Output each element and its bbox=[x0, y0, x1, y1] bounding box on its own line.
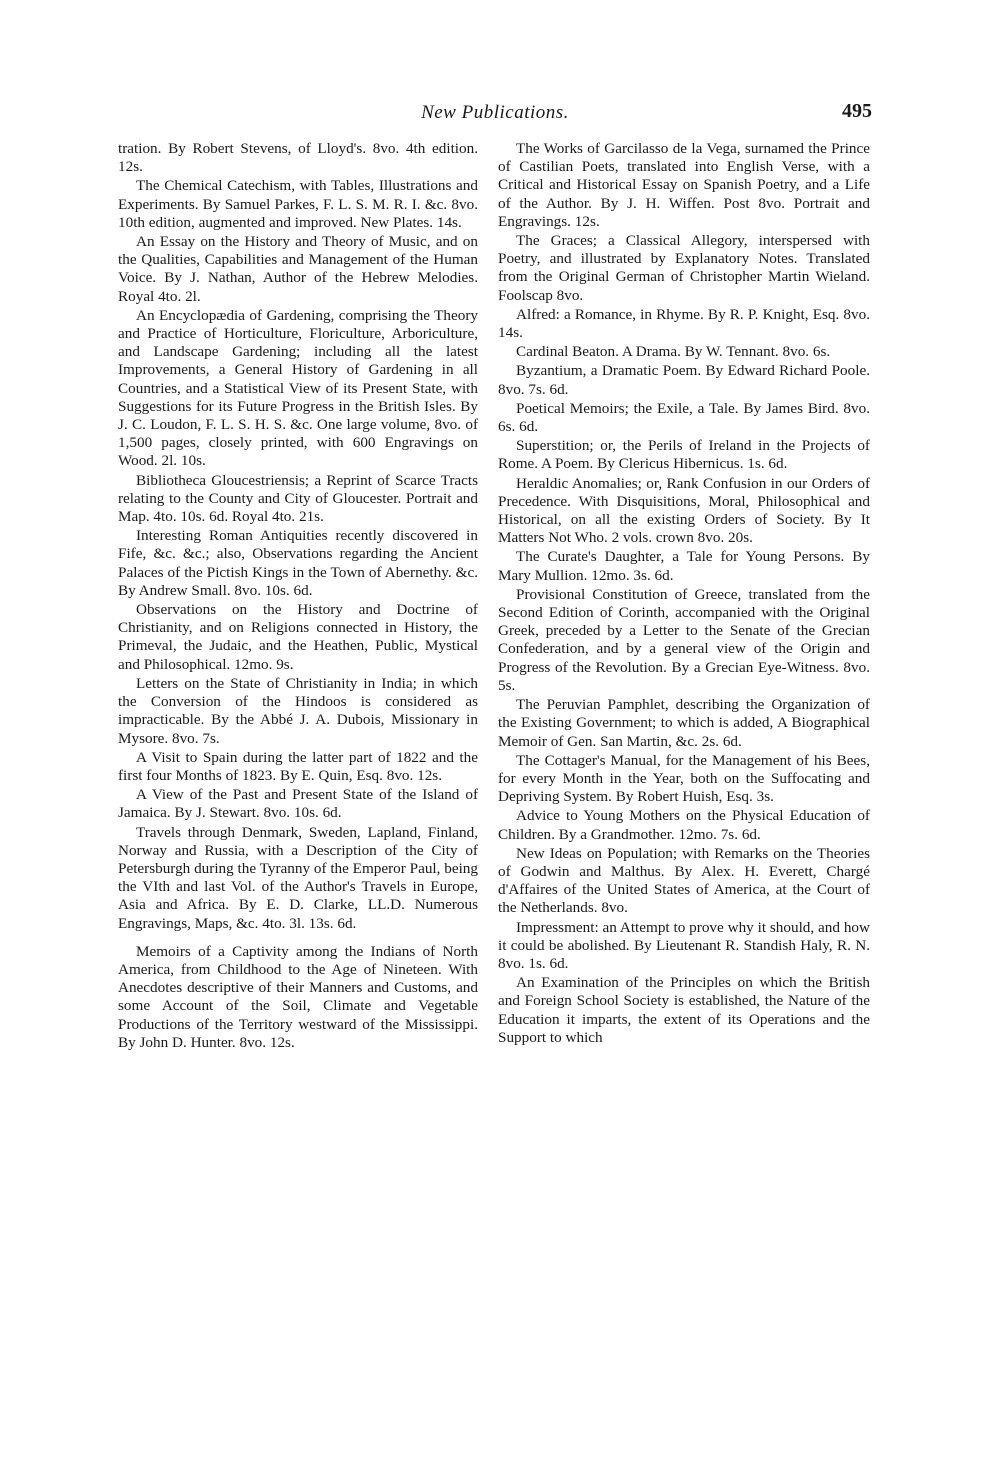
publication-entry: Memoirs of a Captivity among the Indians of North America, from Childhood to the Age of Nineteen. With Anecdotes descriptive of their Manners and Customs, and some Account of the Soil, Climate and Vegetable Productions of the Territory westward of the Mississippi. By John D. Hunter. 8vo. 12s. bbox=[118, 942, 478, 1051]
publication-entry: A View of the Past and Present State of the Island of Jamaica. By J. Stewart. 8vo. 10s. 6d. bbox=[118, 786, 478, 822]
publication-entry: Observations on the History and Doctrine of Christianity, and on Religions connected in History, the Primeval, the Judaic, and the Heathen, Public, Mystical and Philosophical. 12mo. 9s. bbox=[118, 601, 478, 673]
publication-entry: The Chemical Catechism, with Tables, Illustrations and Experiments. By Samuel Parkes, F. L. S. M. R. I. &c. 8vo. 10th edition, augmented and improved. New Plates. 14s. bbox=[118, 177, 478, 231]
publication-entry: Letters on the State of Christianity in India; in which the Conversion of the Hindoos is considered as impracticable. By the Abbé J. A. Dubois, Missionary in Mysore. 8vo. 7s. bbox=[118, 674, 478, 747]
publication-entry: Bibliotheca Gloucestriensis; a Reprint of Scarce Tracts relating to the County and City of Gloucester. Portrait and Map. 4to. 10s. 6d. Royal 4to. 21s. bbox=[118, 471, 478, 526]
publication-entry: An Essay on the History and Theory of Music, and on the Qualities, Capabilities and Management of the Human Voice. By J. Nathan, Author of the Hebrew Melodies. Royal 4to. 2l. bbox=[118, 233, 478, 305]
page-header bbox=[118, 100, 872, 128]
publication-entry: Byzantium, a Dramatic Poem. By Edward Richard Poole. 8vo. 7s. 6d. bbox=[498, 362, 870, 398]
publication-entry: Alfred: a Romance, in Rhyme. By R. P. Knight, Esq. 8vo. 14s. bbox=[498, 305, 870, 342]
page-number: 495 bbox=[842, 100, 872, 122]
publication-entry: tration. By Robert Stevens, of Lloyd's. 8vo. 4th edition. 12s. bbox=[118, 140, 478, 176]
publication-entry: Superstition; or, the Perils of Ireland in the Projects of Rome. A Poem. By Clericus Hibernicus. 1s. 6d. bbox=[498, 437, 870, 473]
publication-entry: Provisional Constitution of Greece, translated from the Second Edition of Corinth, accompanied with the Original Greek, preceded by a Letter to the Senate of the Grecian Confederation, and by a general view of the Origin and Progress of the Revolution. By a Grecian Eye-Witness. 8vo. 5s. bbox=[498, 585, 870, 694]
publication-entry: An Encyclopædia of Gardening, comprising the Theory and Practice of Horticulture, Floriculture, Arboriculture, and Landscape Gardening; including all the latest Improvements, a General History of Gardening in all Countries, and a Statistical View of its Present State, with Suggestions for its Future Progress in the British Isles. By J. C. Loudon, F. L. S. H. S. &c. One large volume, 8vo. of 1,500 pages, closely printed, with 600 Engravings on Wood. 2l. 10s. bbox=[118, 306, 478, 470]
publication-entry: New Ideas on Population; with Remarks on the Theories of Godwin and Malthus. By Alex. H. Everett, Chargé d'Affaires of the United States of America, at the Court of the Netherlands. 8vo. bbox=[498, 844, 870, 917]
publication-entry: The Cottager's Manual, for the Management of his Bees, for every Month in the Year, both on the Suffocating and Depriving System. By Robert Huish, Esq. 3s. bbox=[498, 751, 870, 806]
publication-entry: An Examination of the Principles on which the British and Foreign School Society is established, the Nature of the Education it imparts, the extent of its Operations and the Support to which bbox=[498, 974, 870, 1046]
publication-entry: Travels through Denmark, Sweden, Lapland, Finland, Norway and Russia, with a Description of the City of Petersburgh during the Tyranny of the Emperor Paul, being the VIth and last Vol. of the Author's Travels in Europe, Asia and Africa. By E. D. Clarke, LL.D. Numerous Engravings, Maps, &c. 4to. 3l. 13s. 6d. bbox=[118, 823, 478, 932]
left-column bbox=[118, 140, 478, 1053]
publication-entry: Heraldic Anomalies; or, Rank Confusion in our Orders of Precedence. With Disquisitions, Moral, Philosophical and Historical, on all the existing Orders of Society. By It Matters Not Who. 2 vols. crown 8vo. 20s. bbox=[498, 474, 870, 547]
running-title: New Publications. bbox=[421, 102, 569, 123]
publication-entry: Interesting Roman Antiquities recently discovered in Fife, &c. &c.; also, Observations regarding the Ancient Palaces of the Pictish Kings in the Town of Abernethy. &c. By Andrew Small. 8vo. 10s. 6d. bbox=[118, 527, 478, 599]
publication-entry: The Works of Garcilasso de la Vega, surnamed the Prince of Castilian Poets, translated into English Verse, with a Critical and Historical Essay on Spanish Poetry, and a Life of the Author. By J. H. Wiffen. Post 8vo. Portrait and Engravings. 12s. bbox=[498, 140, 870, 230]
right-column bbox=[498, 140, 870, 1048]
publication-entry: Advice to Young Mothers on the Physical Education of Children. By a Grandmother. 12mo. 7s. 6d. bbox=[498, 807, 870, 843]
publication-entry: Impressment: an Attempt to prove why it should, and how it could be abolished. By Lieutenant R. Standish Haly, R. N. 8vo. 1s. 6d. bbox=[498, 918, 870, 972]
publication-entry: Cardinal Beaton. A Drama. By W. Tennant. 8vo. 6s. bbox=[516, 343, 831, 361]
publication-entry: The Peruvian Pamphlet, describing the Organization of the Existing Government; to which is added, A Biographical Memoir of Gen. San Martin, &c. 2s. 6d. bbox=[498, 696, 870, 750]
publication-entry: Poetical Memoirs; the Exile, a Tale. By James Bird. 8vo. 6s. 6d. bbox=[498, 399, 870, 436]
publication-entry: The Curate's Daughter, a Tale for Young Persons. By Mary Mullion. 12mo. 3s. 6d. bbox=[498, 548, 870, 584]
publication-entry: The Graces; a Classical Allegory, interspersed with Poetry, and illustrated by Explanatory Notes. Translated from the Original German of Christopher Martin Wieland. Foolscap 8vo. bbox=[498, 232, 870, 304]
publication-entry: A Visit to Spain during the latter part of 1822 and the first four Months of 1823. By E. Quin, Esq. 8vo. 12s. bbox=[118, 748, 478, 784]
